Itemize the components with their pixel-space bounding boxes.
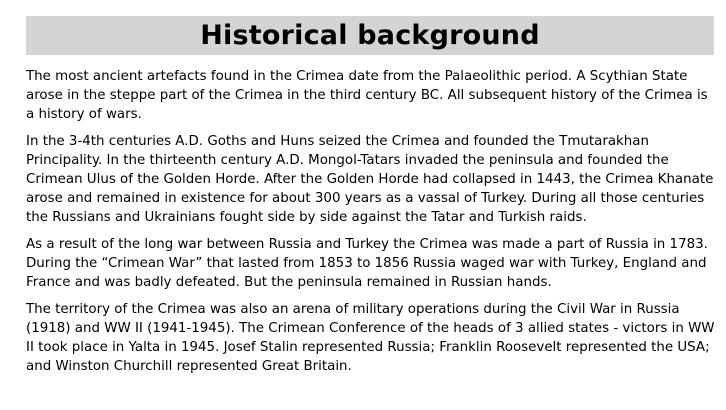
page-title: Historical background <box>200 20 540 51</box>
paragraph-russian-annexation: As a result of the long war between Russia and Turkey the Crimea was made a part of Russia in 1783. During the “Crimean War” that lasted from 1853 to 1856 Russia waged war with Turkey, England and France and was badly defeated. But the peninsula remained in Russian hands. <box>26 237 708 290</box>
paragraph-twentieth-century: The territory of the Crimea was also an arena of military operations during the Civil War in Russia (1918) and WW II (1941-1945). The Crimean Conference of the heads of 3 allied states - victors in WW II took place in Yalta in 1945. Josef Stalin represented Russia; Franklin Roosevelt represented the USA; and Winston Churchill represented Great Britain. <box>26 302 715 374</box>
paragraph-ancient-history: The most ancient artefacts found in the Crimea date from the Palaeolithic period. A Scythian State arose in the steppe part of the Crimea in the third century BC. All subsequent history of the Crimea is a history of wars. <box>26 69 708 122</box>
title-bar <box>26 16 714 55</box>
paragraph-medieval-history: In the 3-4th centuries A.D. Goths and Huns seized the Crimea and founded the Tmutarakhan Principality. In the thirteenth century A.D. Mongol-Tatars invaded the peninsula and founded the Crimean Ulus of the Golden Horde. After the Golden Horde had collapsed in 1443, the Crimea Khanate arose and remained in existence for about 300 years as a vassal of Turkey. During all those centuries the Russians and Ukrainians fought side by side against the Tatar and Turkish raids. <box>26 134 714 225</box>
document-body <box>26 67 718 384</box>
